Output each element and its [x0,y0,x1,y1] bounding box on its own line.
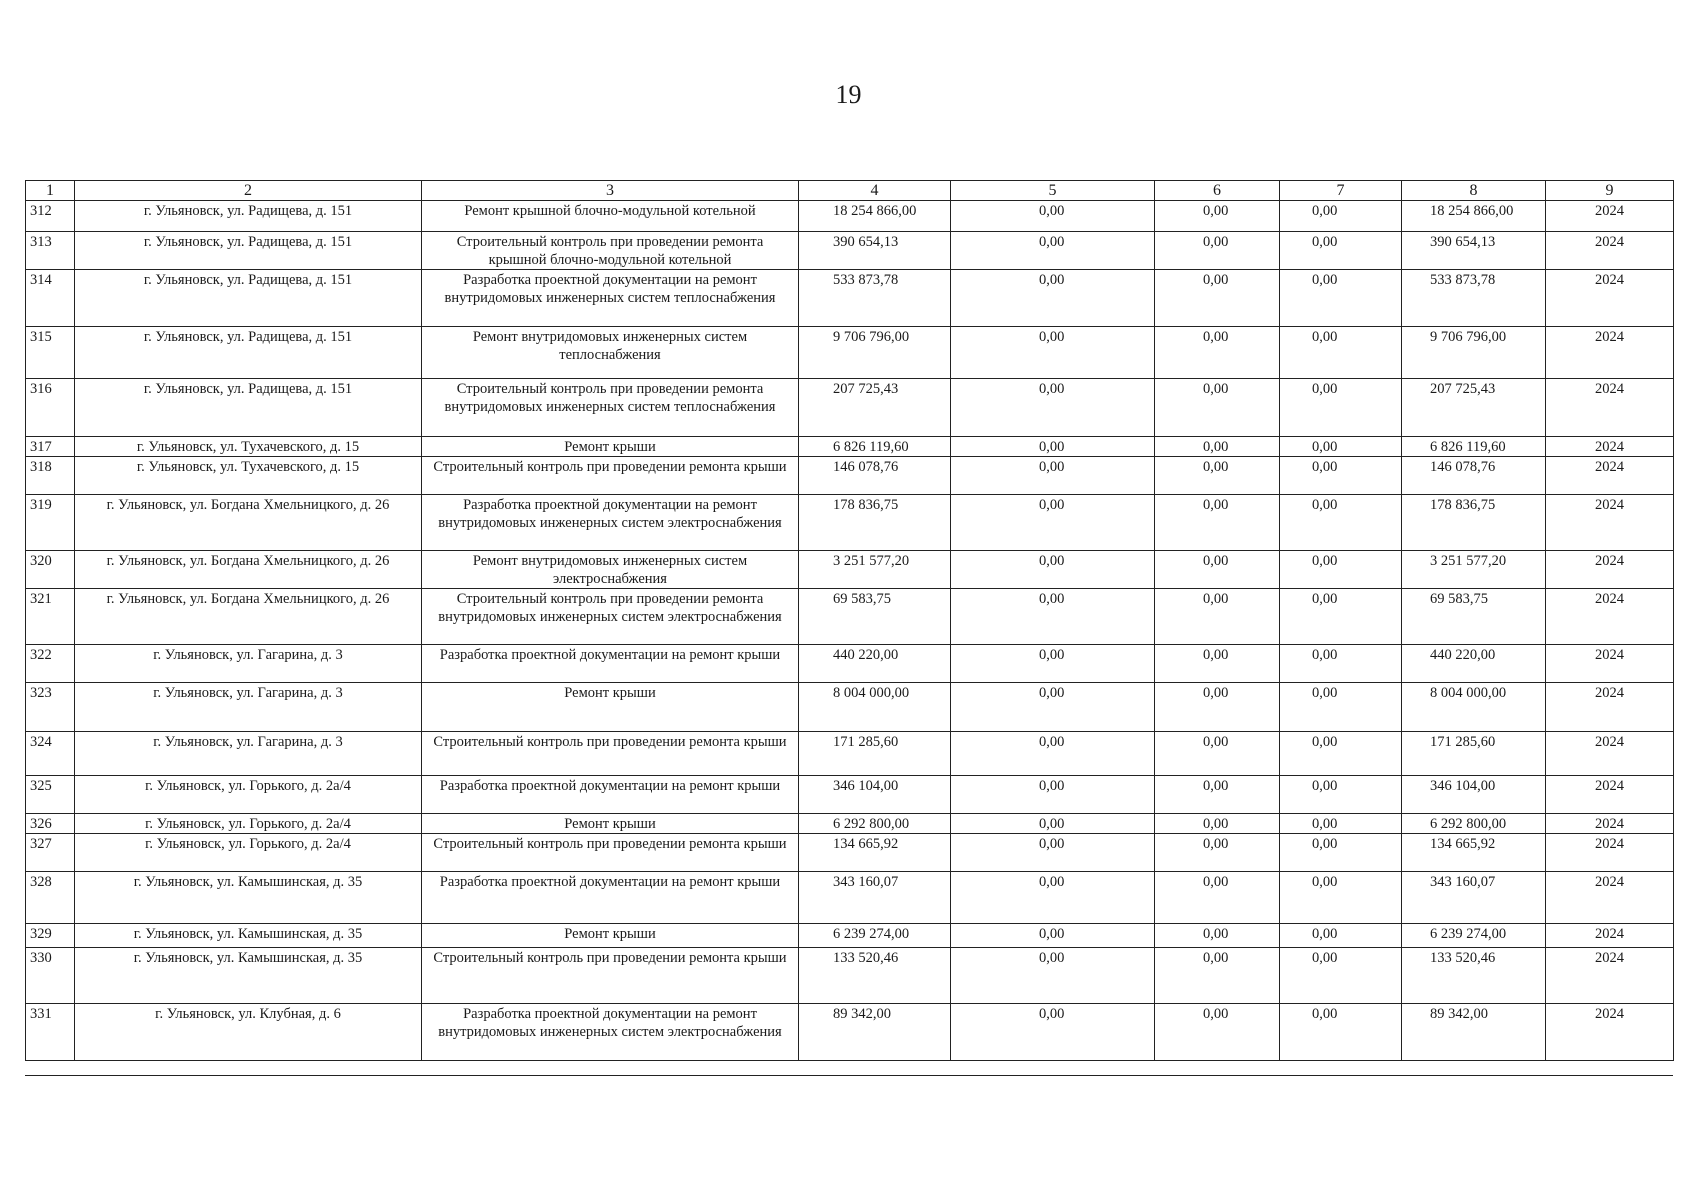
year-cell: 2024 [1546,437,1674,457]
column-7-cell: 0,00 [1280,814,1402,834]
column-5-cell: 0,00 [951,834,1155,872]
row-number: 324 [26,732,75,776]
column-5-cell: 0,00 [951,437,1155,457]
address-cell: г. Ульяновск, ул. Тухачевского, д. 15 [75,457,422,495]
column-7-cell: 0,00 [1280,1004,1402,1061]
column-7-cell: 0,00 [1280,589,1402,645]
table-row [26,645,1674,683]
work-description-cell: Строительный контроль при проведении ремонта внутридомовых инженерных систем теплоснабжения [422,379,799,437]
address-cell: г. Ульяновск, ул. Горького, д. 2а/4 [75,814,422,834]
table-row [26,201,1674,232]
column-8-cell: 207 725,43 [1402,379,1546,437]
table-row [26,327,1674,379]
column-7-cell: 0,00 [1280,645,1402,683]
year-cell: 2024 [1546,232,1674,270]
table-row [26,379,1674,437]
year-cell: 2024 [1546,327,1674,379]
address-cell: г. Ульяновск, ул. Радищева, д. 151 [75,379,422,437]
year-cell: 2024 [1546,834,1674,872]
total-cost-cell: 440 220,00 [799,645,951,683]
total-cost-cell: 133 520,46 [799,948,951,1004]
column-header-1: 1 [26,181,75,201]
row-number: 330 [26,948,75,1004]
column-6-cell: 0,00 [1155,834,1280,872]
page-number: 19 [835,80,862,109]
column-6-cell: 0,00 [1155,327,1280,379]
column-7-cell: 0,00 [1280,872,1402,924]
works-table-container [25,180,1673,1061]
column-8-cell: 6 239 274,00 [1402,924,1546,948]
column-7-cell: 0,00 [1280,495,1402,551]
work-description-cell: Ремонт крыши [422,814,799,834]
address-cell: г. Ульяновск, ул. Камышинская, д. 35 [75,924,422,948]
column-5-cell: 0,00 [951,270,1155,327]
year-cell: 2024 [1546,589,1674,645]
table-row [26,1004,1674,1061]
work-description-cell: Разработка проектной документации на ремонт внутридомовых инженерных систем электроснабжения [422,1004,799,1061]
table-row [26,495,1674,551]
work-description-cell: Разработка проектной документации на ремонт крыши [422,872,799,924]
column-7-cell: 0,00 [1280,683,1402,732]
total-cost-cell: 134 665,92 [799,834,951,872]
column-7-cell: 0,00 [1280,457,1402,495]
column-5-cell: 0,00 [951,776,1155,814]
work-description-cell: Разработка проектной документации на ремонт крыши [422,776,799,814]
year-cell: 2024 [1546,551,1674,589]
table-row [26,732,1674,776]
table-row [26,683,1674,732]
column-5-cell: 0,00 [951,732,1155,776]
year-cell: 2024 [1546,732,1674,776]
work-description-cell: Ремонт крыши [422,924,799,948]
row-number: 323 [26,683,75,732]
column-7-cell: 0,00 [1280,776,1402,814]
column-7-cell: 0,00 [1280,201,1402,232]
table-row [26,270,1674,327]
column-6-cell: 0,00 [1155,814,1280,834]
column-5-cell: 0,00 [951,327,1155,379]
year-cell: 2024 [1546,872,1674,924]
total-cost-cell: 343 160,07 [799,872,951,924]
work-description-cell: Строительный контроль при проведении ремонта крыши [422,732,799,776]
column-8-cell: 18 254 866,00 [1402,201,1546,232]
row-number: 313 [26,232,75,270]
column-6-cell: 0,00 [1155,201,1280,232]
column-8-cell: 440 220,00 [1402,645,1546,683]
total-cost-cell: 3 251 577,20 [799,551,951,589]
row-number: 315 [26,327,75,379]
column-6-cell: 0,00 [1155,948,1280,1004]
work-description-cell: Разработка проектной документации на ремонт внутридомовых инженерных систем электроснабжения [422,495,799,551]
column-7-cell: 0,00 [1280,834,1402,872]
year-cell: 2024 [1546,776,1674,814]
column-7-cell: 0,00 [1280,551,1402,589]
row-number: 316 [26,379,75,437]
column-6-cell: 0,00 [1155,437,1280,457]
column-header-9: 9 [1546,181,1674,201]
column-5-cell: 0,00 [951,872,1155,924]
column-7-cell: 0,00 [1280,924,1402,948]
column-5-cell: 0,00 [951,948,1155,1004]
column-7-cell: 0,00 [1280,437,1402,457]
row-number: 312 [26,201,75,232]
work-description-cell: Строительный контроль при проведении ремонта крыши [422,834,799,872]
table-row [26,232,1674,270]
row-number: 321 [26,589,75,645]
column-header-3: 3 [422,181,799,201]
column-7-cell: 0,00 [1280,270,1402,327]
table-row [26,924,1674,948]
work-description-cell: Строительный контроль при проведении ремонта крышной блочно-модульной котельной [422,232,799,270]
year-cell: 2024 [1546,201,1674,232]
address-cell: г. Ульяновск, ул. Радищева, д. 151 [75,232,422,270]
total-cost-cell: 9 706 796,00 [799,327,951,379]
column-6-cell: 0,00 [1155,495,1280,551]
column-8-cell: 6 292 800,00 [1402,814,1546,834]
year-cell: 2024 [1546,645,1674,683]
column-8-cell: 171 285,60 [1402,732,1546,776]
table-row [26,872,1674,924]
work-description-cell: Разработка проектной документации на ремонт внутридомовых инженерных систем теплоснабжения [422,270,799,327]
column-6-cell: 0,00 [1155,645,1280,683]
row-number: 331 [26,1004,75,1061]
address-cell: г. Ульяновск, ул. Тухачевского, д. 15 [75,437,422,457]
total-cost-cell: 8 004 000,00 [799,683,951,732]
row-number: 314 [26,270,75,327]
row-number: 319 [26,495,75,551]
column-8-cell: 6 826 119,60 [1402,437,1546,457]
year-cell: 2024 [1546,683,1674,732]
address-cell: г. Ульяновск, ул. Камышинская, д. 35 [75,948,422,1004]
column-6-cell: 0,00 [1155,589,1280,645]
row-number: 320 [26,551,75,589]
column-8-cell: 8 004 000,00 [1402,683,1546,732]
column-header-4: 4 [799,181,951,201]
work-description-cell: Ремонт крыши [422,683,799,732]
address-cell: г. Ульяновск, ул. Гагарина, д. 3 [75,683,422,732]
column-8-cell: 533 873,78 [1402,270,1546,327]
address-cell: г. Ульяновск, ул. Богдана Хмельницкого, д. 26 [75,551,422,589]
column-7-cell: 0,00 [1280,232,1402,270]
column-8-cell: 178 836,75 [1402,495,1546,551]
column-header-7: 7 [1280,181,1402,201]
address-cell: г. Ульяновск, ул. Гагарина, д. 3 [75,645,422,683]
column-5-cell: 0,00 [951,457,1155,495]
address-cell: г. Ульяновск, ул. Радищева, д. 151 [75,270,422,327]
column-5-cell: 0,00 [951,645,1155,683]
column-5-cell: 0,00 [951,814,1155,834]
total-cost-cell: 6 239 274,00 [799,924,951,948]
row-number: 326 [26,814,75,834]
table-row [26,776,1674,814]
column-8-cell: 346 104,00 [1402,776,1546,814]
column-8-cell: 3 251 577,20 [1402,551,1546,589]
total-cost-cell: 346 104,00 [799,776,951,814]
column-6-cell: 0,00 [1155,732,1280,776]
column-7-cell: 0,00 [1280,732,1402,776]
column-8-cell: 390 654,13 [1402,232,1546,270]
column-6-cell: 0,00 [1155,457,1280,495]
table-row [26,834,1674,872]
year-cell: 2024 [1546,814,1674,834]
address-cell: г. Ульяновск, ул. Богдана Хмельницкого, д. 26 [75,589,422,645]
address-cell: г. Ульяновск, ул. Радищева, д. 151 [75,201,422,232]
column-7-cell: 0,00 [1280,327,1402,379]
table-row [26,457,1674,495]
column-5-cell: 0,00 [951,379,1155,437]
table-row [26,589,1674,645]
works-table [25,180,1674,1061]
row-number: 328 [26,872,75,924]
total-cost-cell: 89 342,00 [799,1004,951,1061]
column-8-cell: 89 342,00 [1402,1004,1546,1061]
column-8-cell: 146 078,76 [1402,457,1546,495]
column-8-cell: 69 583,75 [1402,589,1546,645]
column-8-cell: 133 520,46 [1402,948,1546,1004]
column-7-cell: 0,00 [1280,948,1402,1004]
table-body [26,201,1674,1061]
column-6-cell: 0,00 [1155,379,1280,437]
header-row [26,181,1674,201]
total-cost-cell: 6 292 800,00 [799,814,951,834]
column-6-cell: 0,00 [1155,270,1280,327]
column-6-cell: 0,00 [1155,872,1280,924]
table-row [26,551,1674,589]
row-number: 317 [26,437,75,457]
column-7-cell: 0,00 [1280,379,1402,437]
column-6-cell: 0,00 [1155,924,1280,948]
table-bottom-rule [25,1075,1673,1076]
column-header-8: 8 [1402,181,1546,201]
column-6-cell: 0,00 [1155,683,1280,732]
work-description-cell: Строительный контроль при проведении ремонта внутридомовых инженерных систем электроснабжения [422,589,799,645]
address-cell: г. Ульяновск, ул. Камышинская, д. 35 [75,872,422,924]
column-5-cell: 0,00 [951,589,1155,645]
column-6-cell: 0,00 [1155,232,1280,270]
work-description-cell: Ремонт внутридомовых инженерных систем электроснабжения [422,551,799,589]
address-cell: г. Ульяновск, ул. Радищева, д. 151 [75,327,422,379]
work-description-cell: Строительный контроль при проведении ремонта крыши [422,948,799,1004]
year-cell: 2024 [1546,379,1674,437]
column-5-cell: 0,00 [951,924,1155,948]
row-number: 329 [26,924,75,948]
work-description-cell: Ремонт крышной блочно-модульной котельной [422,201,799,232]
row-number: 322 [26,645,75,683]
row-number: 318 [26,457,75,495]
column-5-cell: 0,00 [951,551,1155,589]
column-5-cell: 0,00 [951,1004,1155,1061]
row-number: 327 [26,834,75,872]
column-6-cell: 0,00 [1155,1004,1280,1061]
table-row [26,814,1674,834]
year-cell: 2024 [1546,495,1674,551]
column-header-2: 2 [75,181,422,201]
total-cost-cell: 390 654,13 [799,232,951,270]
column-8-cell: 343 160,07 [1402,872,1546,924]
total-cost-cell: 533 873,78 [799,270,951,327]
column-5-cell: 0,00 [951,495,1155,551]
year-cell: 2024 [1546,948,1674,1004]
table-header [26,181,1674,201]
column-5-cell: 0,00 [951,201,1155,232]
year-cell: 2024 [1546,924,1674,948]
work-description-cell: Разработка проектной документации на ремонт крыши [422,645,799,683]
total-cost-cell: 207 725,43 [799,379,951,437]
address-cell: г. Ульяновск, ул. Горького, д. 2а/4 [75,776,422,814]
table-row [26,437,1674,457]
year-cell: 2024 [1546,270,1674,327]
total-cost-cell: 6 826 119,60 [799,437,951,457]
year-cell: 2024 [1546,1004,1674,1061]
column-8-cell: 9 706 796,00 [1402,327,1546,379]
address-cell: г. Ульяновск, ул. Гагарина, д. 3 [75,732,422,776]
column-5-cell: 0,00 [951,683,1155,732]
work-description-cell: Ремонт внутридомовых инженерных систем теплоснабжения [422,327,799,379]
work-description-cell: Строительный контроль при проведении ремонта крыши [422,457,799,495]
address-cell: г. Ульяновск, ул. Клубная, д. 6 [75,1004,422,1061]
column-header-6: 6 [1155,181,1280,201]
total-cost-cell: 18 254 866,00 [799,201,951,232]
address-cell: г. Ульяновск, ул. Горького, д. 2а/4 [75,834,422,872]
column-6-cell: 0,00 [1155,551,1280,589]
column-header-5: 5 [951,181,1155,201]
row-number: 325 [26,776,75,814]
total-cost-cell: 178 836,75 [799,495,951,551]
work-description-cell: Ремонт крыши [422,437,799,457]
total-cost-cell: 146 078,76 [799,457,951,495]
table-row [26,948,1674,1004]
total-cost-cell: 69 583,75 [799,589,951,645]
column-6-cell: 0,00 [1155,776,1280,814]
total-cost-cell: 171 285,60 [799,732,951,776]
column-8-cell: 134 665,92 [1402,834,1546,872]
year-cell: 2024 [1546,457,1674,495]
column-5-cell: 0,00 [951,232,1155,270]
address-cell: г. Ульяновск, ул. Богдана Хмельницкого, д. 26 [75,495,422,551]
